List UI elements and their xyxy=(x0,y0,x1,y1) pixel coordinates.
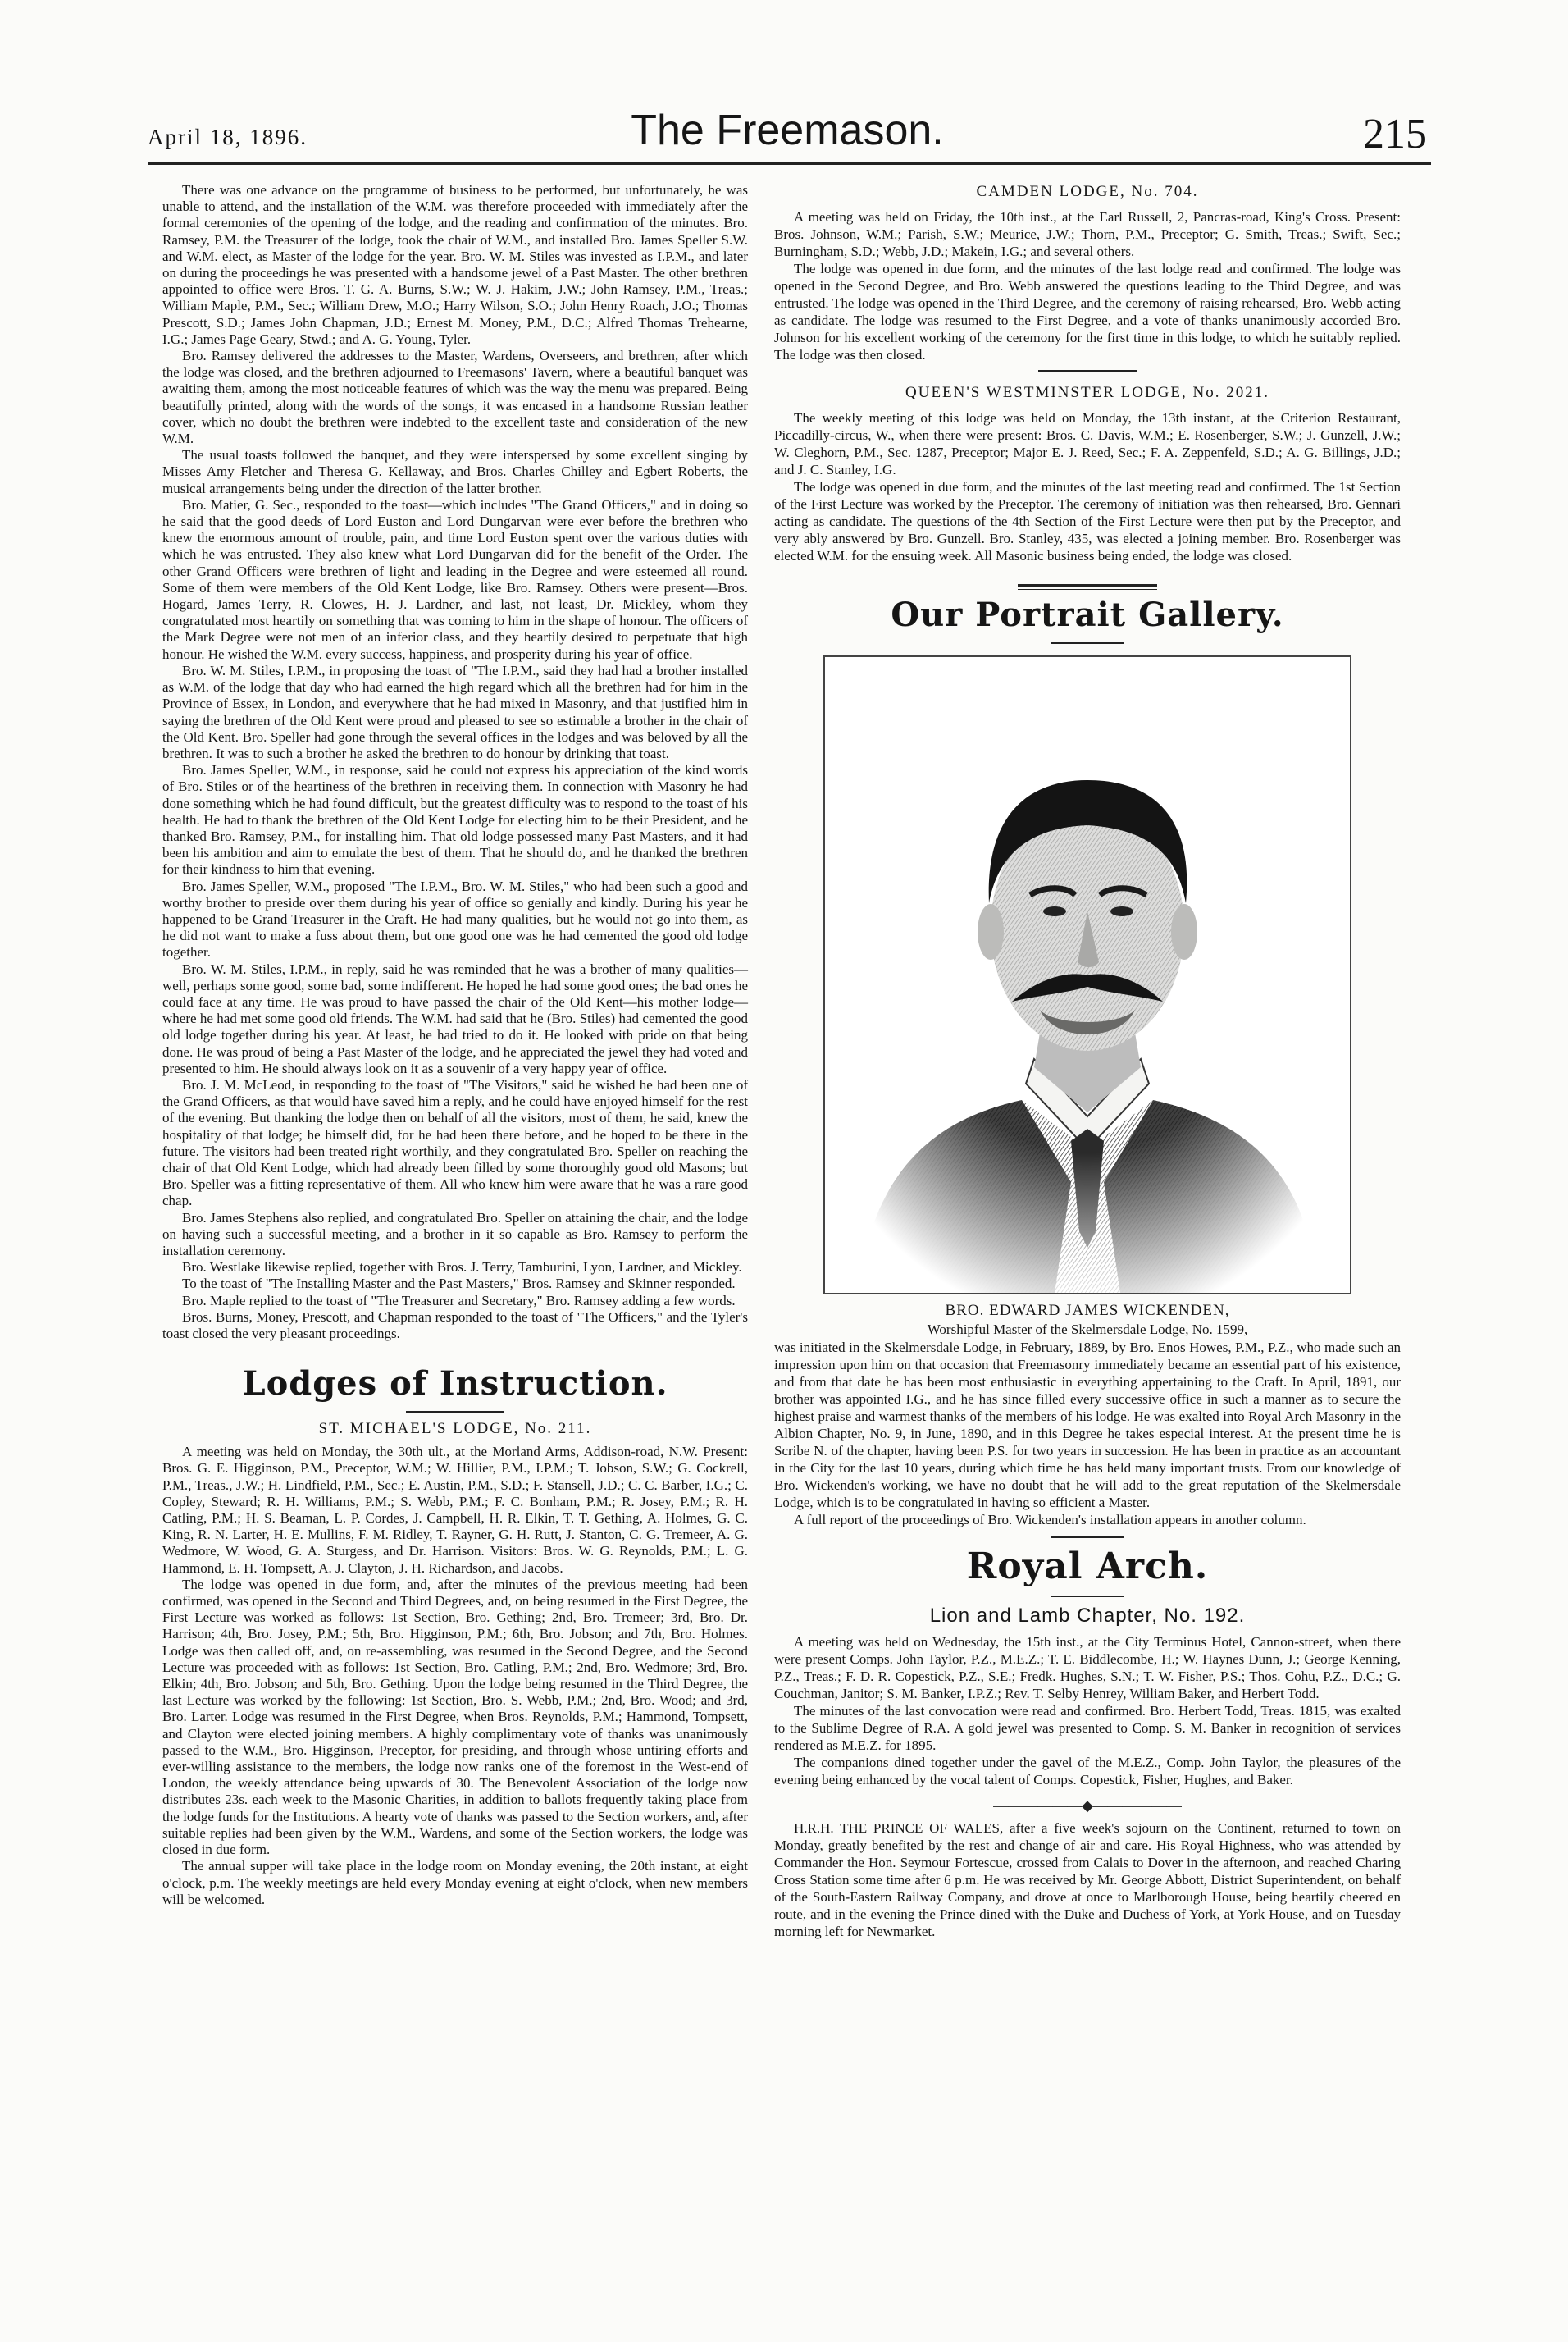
article-paragraph: was initiated in the Skelmersdale Lodge, in February, 1889, by Bro. Enos Howes, P.M., P.Z., who made such an impression upon him on that occasion that Freemasonry immediately became an essential part of his existence, and from that date he has been most enthusiastic in everything appertaining to the Craft. In April, 1891, our brother was appointed I.G., and he has since filled every successive office in such a manner as to secure the highest praise and warmest thanks of the members of his lodge. He was exalted into Royal Arch Masonry in the Albion Chapter, No. 9, in June, 1890, and in this Degree he takes especial interest. At the present time he is Scribe N. of the chapter, having been P.S. for two years in succession. He has been in practice as an accountant in the City for the last 10 years, during which time he has held many important trusts. From our knowledge of Bro. Wickenden's working, we have no doubt that he will add to the great reputation of the Skelmersdale Lodge, which is to be congratulated in having so efficient a Master. xyxy=(774,1340,1401,1510)
st-michaels-lodge-heading: ST. MICHAEL'S LODGE, No. 211. xyxy=(318,1420,592,1438)
newspaper-title: The Freemason. xyxy=(631,107,944,154)
masthead xyxy=(148,105,1427,162)
article-paragraph: H.R.H. THE PRINCE OF WALES, after a five week's sojourn on the Continent, returned to town on Monday, greatly benefited by the rest and change of air and care. His Royal Highness, who was attended by Commander the Hon. Seymour Fortescue, crossed from Calais to Dover in the afternoon, and reached Charing Cross Station some time after 6 p.m. He was received by Mr. George Abbott, District Superintendent, on behalf of the South-Eastern Railway Company, and drove at once to Marlborough House, being heartily cheered en route, and in the evening the Prince dined with the Duke and Duchess of York, at York House, and on Tuesday morning left for Newmarket. xyxy=(774,1820,1401,1939)
article-paragraph: Bro. Westlake likewise replied, together with Bros. J. Terry, Tamburini, Lyon, Lardner, and Mickley. xyxy=(182,1259,742,1276)
article-paragraph: The lodge was opened in due form, and, after the minutes of the previous meeting had been confirmed, was opened in the Second and Third Degrees, and, on being resumed in the First Degree, the First Lecture was worked as follows: 1st Section, Bro. Gething; 2nd, Bro. Tremeer; 3rd, Bro. Dr. Harrison; 4th, Bro. Josey, P.M.; 5th, Bro. Higginson, P.M.; 6th, Bro. Jobson; and 7th, Bro. Holmes. Lodge was then called off, and, on re-assembling, was resumed in the Second Degree, and the Second Lecture was proceeded with as follows: 1st Section, Bro. Catling, P.M.; 2nd, Bro. Wedmore; 3rd, Bro. Elkin; 4th, Bro. Jobson; and 5th, Bro. Gething. Upon the lodge being resumed in the Third Degree, the last Lecture was worked by the following: 1st Section, Bro. S. Webb, P.M.; 2nd, Bro. Wood; and 3rd, Bro. Larter. Lodge was resumed in the First Degree, when Bros. Reynolds, P.M.; Hammond, Tompsett, and Clayton were elected joining members. A highly complimentary vote of thanks was unanimously passed to the W.M., Bro. Higginson, Preceptor, for presiding, and through whose untiring efforts and ever-willing assistance to the members, the lodge now ranks one of the foremost in the West-end of London, the weekly attendance being upwards of 30. The Benevolent Association of the lodge now distributes 23s. each week to the Masonic Charities, in addition to ballots frequently taking place from the lodge funds for the Institutions. A hearty vote of thanks was passed to the Section workers, and, after suitable replies had been given by the W.M., Wardens, and some of the Section workers, the lodge was closed in due form. xyxy=(162,1576,748,1858)
ornamental-divider: ——————◆—————— xyxy=(993,1797,1182,1814)
article-paragraph: Bros. Burns, Money, Prescott, and Chapman responded to the toast of "The Officers," and the Tyler's toast closed the very pleasant proceedings. xyxy=(162,1308,748,1342)
lodges-of-instruction-heading: Lodges of Instruction. xyxy=(242,1364,668,1404)
article-paragraph: Bro. W. M. Stiles, I.P.M., in proposing the toast of "The I.P.M., said they had had a brother installed as W.M. of the lodge that day who had earned the high regard which all the brethren had for him in the Province of Essex, in London, and everywhere that he had mixed in Masonry, and that justified him in saying the brethren of the Old Kent were proud and pleased to see so estimable a brother in the chair of the Old Kent. Bro. Speller had gone through the several offices in the lodges and was beloved by all the brethren. It was to such a brother he asked the brethren to do honour by drinking that toast. xyxy=(162,662,748,761)
portrait-caption-title: Worshipful Master of the Skelmersdale Lodge, No. 1599, xyxy=(927,1322,1248,1337)
article-paragraph: Bro. James Stephens also replied, and congratulated Bro. Speller on attaining the chair, and the lodge on having such a successful meeting, and a brother in it so capable as Bro. Ramsey to perform the installation ceremony. xyxy=(162,1209,748,1258)
section-rule xyxy=(1051,642,1124,644)
article-paragraph: Bro. J. M. McLeod, in responding to the toast of "The Visitors," said he wished he had been one of the Grand Officers, as that would have saved him a reply, and he could have enjoyed himself for the rest of the evening. But thanking the lodge then on behalf of all the visitors, most of them, he said, knew the hospitality of that lodge; he himself did, for he had been there before, and he hoped to be there in the future. The visitors had been treated right worthily, and they congratulated Bro. Speller on reaching the chair of that Old Kent Lodge, which had already been filled by some thoroughly good old Masons; but Bro. Speller was a fitting representative of them. All who knew him were aware that he was a rare good chap. xyxy=(162,1076,748,1209)
section-rule xyxy=(1051,1596,1124,1597)
article-paragraph: Bro. James Speller, W.M., in response, said he could not express his appreciation of the kind words of Bro. Stiles or of the heartiness of the brethren in receiving them. In connection with Masonry he had done something which he had found difficult, but the greatest difficulty was to respond to the toast of his health. He had to thank the brethren of the Old Kent Lodge for electing him to be their President, and he thanked Bro. Ramsey, P.M., for installing him. That old lodge possessed many Past Masters, and it had been his ambition and aim to emulate the best of them. That he should do, and he thanked the brethren for their kindness to him that evening. xyxy=(162,762,748,878)
royal-arch-heading: Royal Arch. xyxy=(966,1545,1209,1587)
section-rule xyxy=(1051,1536,1124,1538)
issue-date: April 18, 1896. xyxy=(148,125,308,149)
article-paragraph: A full report of the proceedings of Bro. Wickenden's installation appears in another column. xyxy=(794,1512,1306,1527)
page-number: 215 xyxy=(1363,111,1427,158)
portrait-engraving xyxy=(823,655,1351,1294)
article-paragraph: Bro. James Speller, W.M., proposed "The I.P.M., Bro. W. M. Stiles," who had been such a good and worthy brother to preside over them during his year of office so genially and kindly. During his year he happened to be Grand Treasurer in the Craft. He had many qualities, but he would not go into them, as he did not want to make a fuss about them, but one good one was he had cemented the good old lodge together. xyxy=(162,878,748,961)
portrait-gallery-heading: Our Portrait Gallery. xyxy=(891,596,1284,634)
article-paragraph: A meeting was held on Monday, the 30th ult., at the Morland Arms, Addison-road, N.W. Present: Bros. G. E. Higginson, P.M., Preceptor, W.M.; W. Hillier, P.M., I.P.M.; T. Jobson, S.W.; G. Cockrell, P.M., Treas., J.W.; H. Lindfield, P.M., Sec.; E. Austin, P.M., S.D.; F. Stansell, J.D.; C. C. Barber, I.G.; C. Copley, Steward; R. H. Williams, P.M.; S. Webb, P.M.; F. C. Bonham, P.M.; R. Josey, P.M.; R. H. Catling, P.M.; H. S. Beaman, L. P. Cordes, J. Campbell, H. R. Elkin, T. T. Gething, A. Holmes, G. C. King, R. N. Larter, H. E. Mullins, F. M. Ridley, T. Rayner, G. H. Rutt, J. Stanton, C. G. Tremeer, A. G. Wedmore, W. Wood, G. A. Sturgess, and Dr. Harrison. Visitors: Bros. W. G. Reynolds, P.M.; L. G. Hammond, E. H. Tompsett, A. J. Clayton, J. H. Richardson, and Jacobs. xyxy=(162,1444,748,1576)
article-paragraph: To the toast of "The Installing Master and the Past Masters," Bros. Ramsey and Skinner responded. xyxy=(182,1276,736,1292)
right-column xyxy=(774,182,1401,1940)
masthead-rule xyxy=(148,162,1431,165)
article-paragraph: The lodge was opened in due form, and the minutes of the last meeting read and confirmed. The 1st Section of the First Lecture was worked by the Preceptor. The ceremony of initiation was then rehearsed, Bro. Gennari acting as candidate. The questions of the 4th Section of the First Lecture were then put by the Preceptor, and very ably answered by Bro. Gunzell. Bro. Stanley, 435, was elected a joining member. Bro. Rosenberger was elected W.M. for the ensuing week. All Masonic business being ended, the lodge was closed. xyxy=(774,479,1401,564)
article-paragraph: Bro. Ramsey delivered the addresses to the Master, Wardens, Overseers, and brethren, after which the lodge was closed, and the brethren adjourned to Freemasons' Tavern, where a beautiful banquet was awaiting them, among the most noticeable features of which was the way the menu was prepared. Being beautifully printed, along with the words of the songs, it was encased in a handsome Russian leather cover, which no doubt the brethren were indebted to the excellent taste and consideration of the new W.M. xyxy=(162,348,748,447)
article-paragraph: The lodge was opened in due form, and the minutes of the last lodge read and confirmed. The lodge was opened in the Second Degree, and Bro. Webb answered the questions leading to the Third Degree, and was entrusted. The lodge was opened in the Third Degree, and the ceremony of raising rehearsed, Bro. Webb acting as candidate. The lodge was resumed to the First Degree, and a vote of thanks unanimously accorded Bro. Johnson for his excellent working of the ceremony for the first time in this lodge, to which he suitably replied. The lodge was then closed. xyxy=(774,261,1401,363)
article-paragraph: A meeting was held on Wednesday, the 15th inst., at the City Terminus Hotel, Cannon-street, when there were present Comps. John Taylor, P.Z., M.E.Z.; T. E. Biddlecombe, H.; W. Haynes Dunn, J.; George Kenning, P.Z., Treas.; F. D. R. Copestick, P.Z., S.E.; Fredk. Hughes, S.N.; T. W. Fisher, P.S.; Thos. Cohu, P.Z., D.C.; G. Couchman, Janitor; S. M. Banker, I.P.Z.; Rev. T. Selby Henrey, William Baker, and Herbert Todd. xyxy=(774,1634,1401,1701)
portrait-caption-name: BRO. EDWARD JAMES WICKENDEN, xyxy=(945,1302,1230,1319)
section-rule xyxy=(406,1411,504,1413)
article-paragraph: A meeting was held on Friday, the 10th inst., at the Earl Russell, 2, Pancras-road, King's Cross. Present: Bros. Johnson, W.M.; Parish, S.W.; Meurice, J.W.; Thorn, P.M., Preceptor; G. Smith, Treas.; Swift, Sec.; Burningham, S.D.; Webb, J.D.; Makein, I.G.; and several others. xyxy=(774,209,1401,259)
camden-lodge-heading: CAMDEN LODGE, No. 704. xyxy=(976,183,1199,200)
article-paragraph: The companions dined together under the gavel of the M.E.Z., Comp. John Taylor, the pleasures of the evening being enhanced by the vocal talent of Comps. Copestick, Fisher, Hughes, and Baker. xyxy=(774,1755,1401,1787)
article-paragraph: Bro. Maple replied to the toast of "The Treasurer and Secretary," Bro. Ramsey adding a few words. xyxy=(182,1292,736,1308)
article-paragraph: Bro. W. M. Stiles, I.P.M., in reply, said he was reminded that he was a brother of many qualities—well, perhaps some good, some bad, some indifferent. He hoped he had some good ones; the bad ones he could face at any time. He was proud to have passed the chair of the Old Kent—his mother lodge—where he had met some good old friends. The W.M. had said that he (Bro. Stiles) had cemented the good old lodge together during his year. At least, he had tried to do it. He looked with pride on that being done. He was proud of being a Past Master of the lodge, and he appreciated the jewel they had voted and presented to him. He should always look on it as a souvenir of a very happy year of office. xyxy=(162,961,748,1076)
article-paragraph: There was one advance on the programme of business to be performed, but unfortunately, he was unable to attend, and the installation of the W.M. was therefore proceeded with immediately after the formal ceremonies of the opening of the lodge, and the reading and confirmation of the minutes. Bro. Ramsey, P.M. the Treasurer of the lodge, took the chair of W.M., and installed Bro. James Speller S.W. and W.M. elect, as Master of the lodge for the year. Bro. W. M. Stiles was invested as I.P.M., and later on during the proceedings he was presented with a handsome jewel of a Past Master. The other brethren appointed to office were Bros. T. G. A. Burns, S.W.; W. J. Hakim, J.W.; John Ramsey, P.M., Treas.; William Maple, P.M., Sec.; William Drew, M.O.; Harry Wilson, S.O.; John Henry Roach, J.O.; Thomas Prescott, S.D.; James John Chapman, J.D.; Ernest M. Money, P.M., D.C.; Alfred Thomas Trehearne, I.G.; James Page Geary, Stwd.; and A. G. Young, Tyler. xyxy=(162,182,748,347)
article-paragraph: The annual supper will take place in the lodge room on Monday evening, the 20th instant, at eight o'clock, p.m. The weekly meetings are held every Monday evening at eight o'clock, when new members will be welcomed. xyxy=(162,1858,748,1907)
article-paragraph: The usual toasts followed the banquet, and they were interspersed by some excellent singing by Misses Amy Fletcher and Theresa G. Kellaway, and Bros. Charles Chilley and Egbert Roberts, the musical arrangements being under the direction of the latter brother. xyxy=(162,447,748,496)
queens-westminster-lodge-heading: QUEEN'S WESTMINSTER LODGE, No. 2021. xyxy=(905,384,1269,401)
article-paragraph: Bro. Matier, G. Sec., responded to the toast—which includes "The Grand Officers," and in doing so he said that the good deeds of Lord Euston and Lord Dungarvan were ever before the brethren who knew the enormous amount of trouble, pain, and time Lord Euston spent over the various duties with which he was entrusted. They also knew what Lord Dungarvan did for the benefit of the Order. The other Grand Officers were brethren of light and leading in the Degree and were esteemed all round. Some of them were members of the Old Kent Lodge, like Bro. Ramsey. Others were present—Bros. Hogard, James Terry, R. Clowes, H. J. Lardner, and last, not least, Dr. Mickley, whom they congratulated most heartily on something that was coming to him in the shape of honour. The officers of the Mark Degree were not men of an inferior class, and they heartily desired to perpetuate that high honour. He wished the W.M. every success, happiness, and prosperity during his year of office. xyxy=(162,496,748,662)
left-column xyxy=(162,182,748,1908)
article-paragraph: The weekly meeting of this lodge was held on Monday, the 13th instant, at the Criterion Restaurant, Piccadilly-circus, W., when there were present: Bros. C. Davis, W.M.; E. Rosenberger, S.W.; J. Gunzell, J.W.; W. Cleghorn, P.M., Sec. 1287, Preceptor; Major E. J. Reed, Sec.; F. A. Zeppenfeld, S.D.; A. G. Billings, J.D.; and J. C. Stanley, I.G. xyxy=(774,410,1401,477)
double-rule xyxy=(1018,584,1157,590)
lion-and-lamb-chapter-heading: Lion and Lamb Chapter, No. 192. xyxy=(929,1605,1246,1627)
article-paragraph: The minutes of the last convocation were read and confirmed. Bro. Herbert Todd, Treas. 1815, was exalted to the Sublime Degree of R.A. A gold jewel was presented to Comp. S. M. Banker in recognition of services rendered as M.E.Z. for 1895. xyxy=(774,1703,1401,1753)
section-rule xyxy=(1038,370,1137,372)
